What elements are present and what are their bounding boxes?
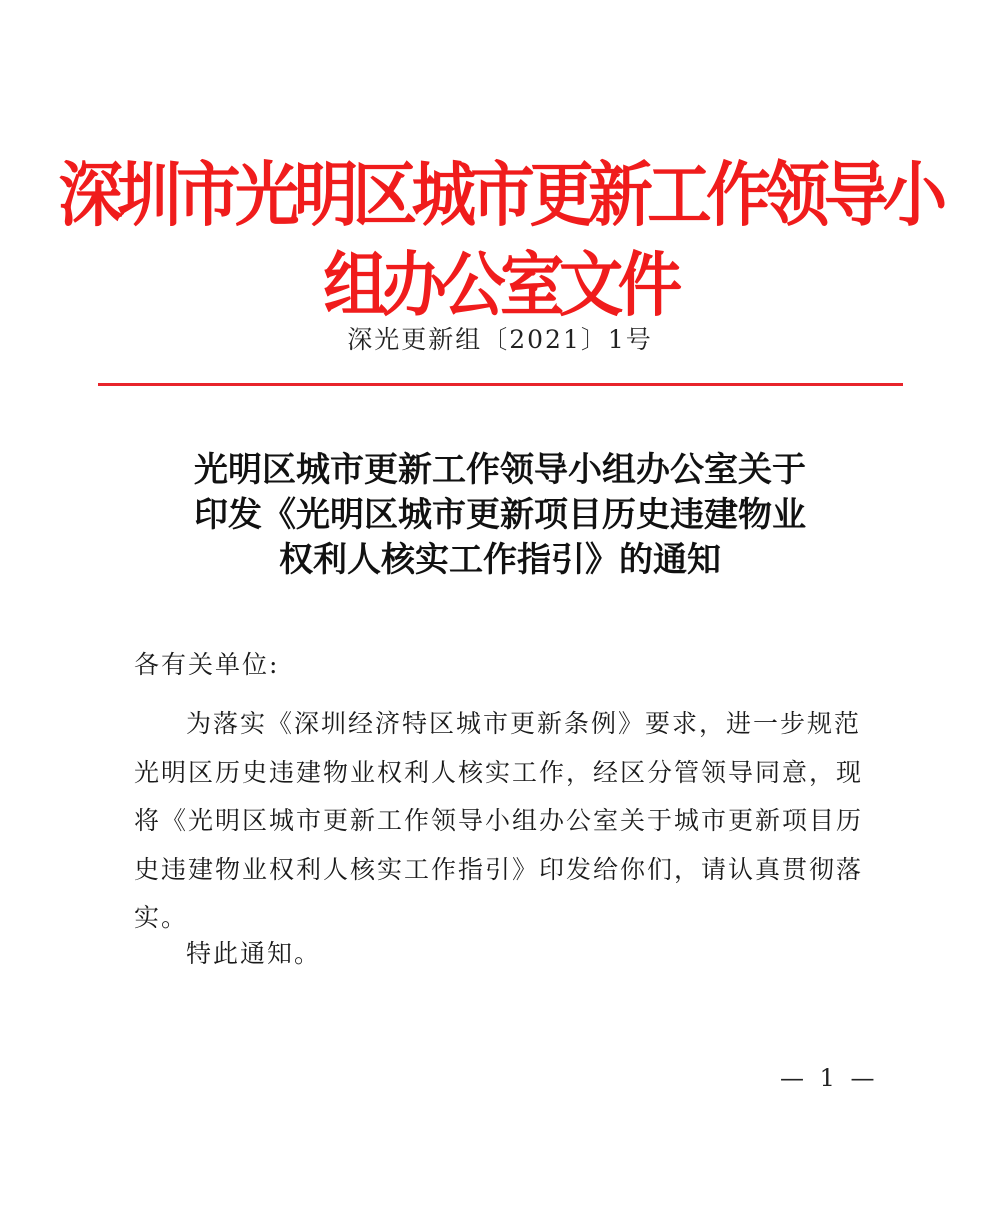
body-line: 将《光明区城市更新工作领导小组办公室关于城市更新项目历 xyxy=(134,806,864,835)
body-line: 光明区历史违建物业权利人核实工作，经区分管领导同意，现 xyxy=(134,757,864,787)
red-separator-rule xyxy=(98,383,903,386)
title-line: 光明区城市更新工作领导小组办公室关于 xyxy=(194,450,806,490)
document-number: 深光更新组〔2021〕1号 xyxy=(347,325,653,354)
title-line: 权利人核实工作指引》的通知 xyxy=(279,540,721,580)
title-line: 印发《光明区城市更新项目历史违建物业 xyxy=(194,495,806,535)
issuing-authority-masthead: 深圳市光明区城市更新工作领导小组办公室文件 xyxy=(58,154,942,326)
body-line: 史违建物业权利人核实工作指引》印发给你们，请认真贯彻落 xyxy=(134,854,864,884)
body-line: 实。 xyxy=(134,903,189,932)
page-number: — 1 — xyxy=(780,1064,879,1092)
document-title xyxy=(0,448,1000,583)
body-paragraph xyxy=(134,700,869,943)
closing-remark: 特此通知。 xyxy=(186,939,322,968)
body-line: 为落实《深圳经济特区城市更新条例》要求，进一步规范 xyxy=(186,709,862,738)
salutation: 各有关单位: xyxy=(134,650,280,679)
